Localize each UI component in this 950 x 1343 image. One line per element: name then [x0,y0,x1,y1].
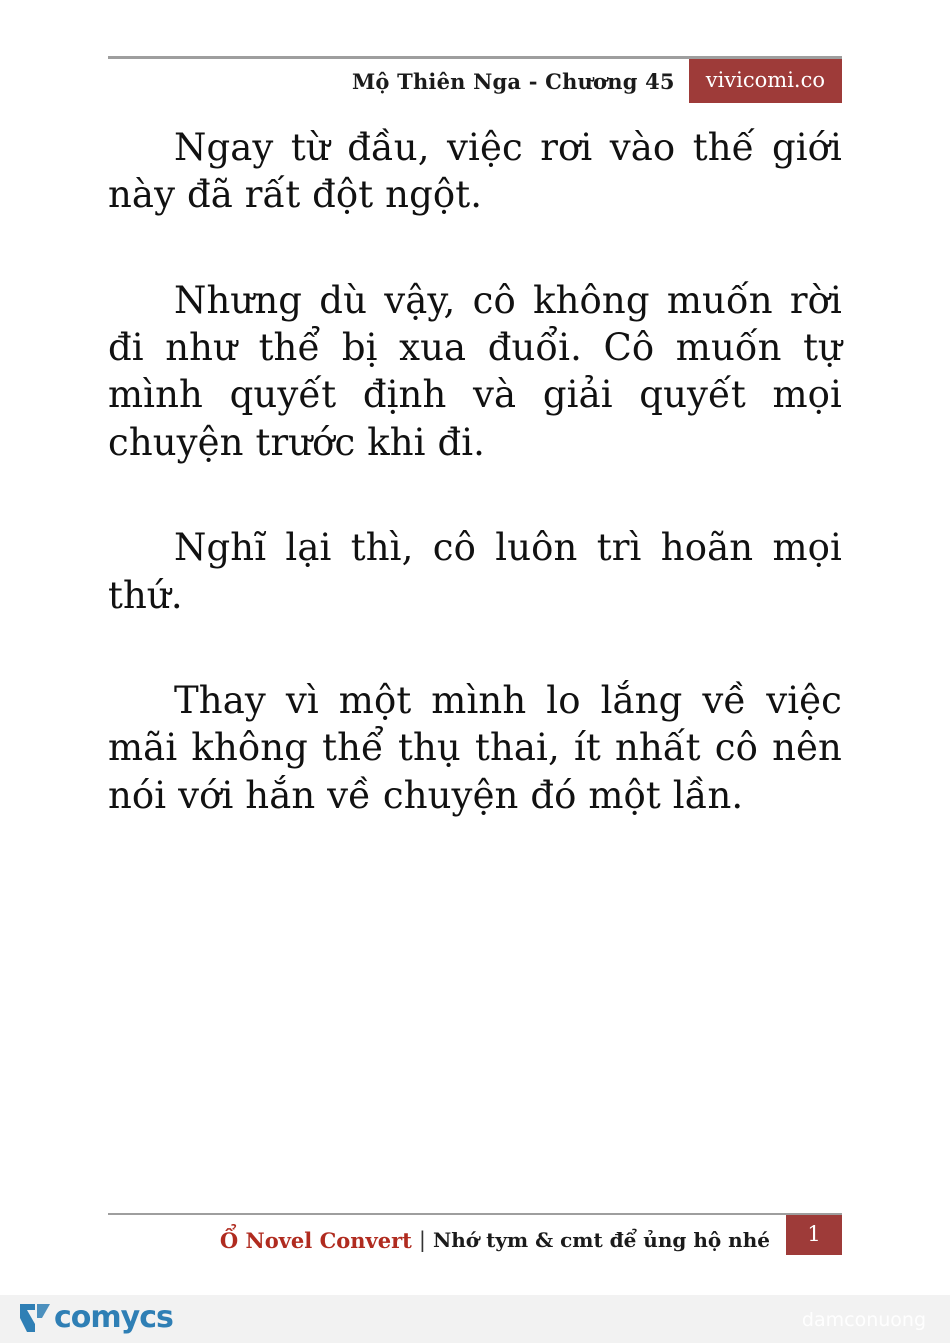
v-shield-icon [18,1302,52,1334]
chapter-title: Mộ Thiên Nga - Chương 45 [351,69,675,94]
footer-separator: | [418,1228,426,1252]
footer-brand: Ổ Novel Convert [219,1227,412,1253]
vcomycs-logo [18,1296,173,1340]
chapter-body [108,124,842,819]
page-number-badge: 1 [786,1215,842,1255]
footer-note: Nhớ tym & cmt để ủng hộ nhé [432,1228,770,1252]
page-footer [108,1213,842,1255]
paragraph: Nhưng dù vậy, cô không muốn rời đi như thể bị xua đuổi. Cô muốn tự mình quyết định và giải quyết mọi chuyện trước khi đi. [108,278,842,464]
paragraph: Nghĩ lại thì, cô luôn trì hoãn mọi thứ. [108,526,842,617]
paragraph: Thay vì một mình lo lắng về việc mãi không thể thụ thai, ít nhất cô nên nói với hắn về chuyện đó một lần. [108,678,842,817]
page-header [108,56,842,102]
watermark: damconuong [801,1309,926,1331]
site-badge: vivicomi.co [689,59,842,103]
logo-text: comycs [54,1300,173,1335]
footer-credit [220,1225,786,1255]
paragraph: Ngay từ đầu, việc rơi vào thế giới này đã rất đột ngột. [108,126,842,217]
